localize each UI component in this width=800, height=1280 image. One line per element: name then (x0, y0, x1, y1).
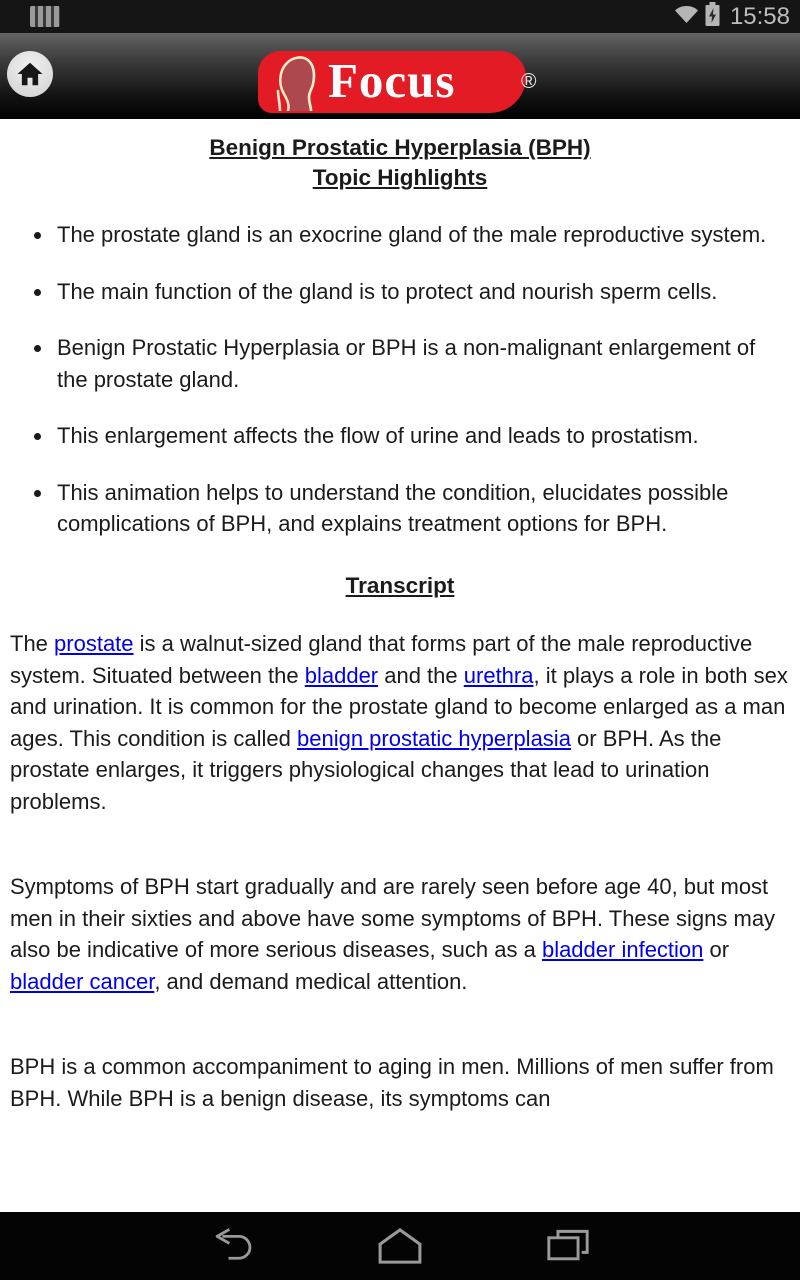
paragraph-text: is a walnut-sized gland that forms part of the male reproductive system. Situated between the (10, 631, 753, 688)
focus-logo (258, 51, 526, 113)
transcript-paragraph (10, 628, 790, 817)
paragraph-text: , it plays a role in both sex and urination. It is common for the prostate gland to become enlarged as a man ages. This condition is called (10, 662, 788, 751)
home-nav-icon (377, 1228, 423, 1264)
glossary-term-link[interactable]: bladder (304, 662, 379, 688)
paragraph-text: BPH is a common accompaniment to aging in men. Millions of men suffer from BPH. While BPH is a benign disease, its symptoms can (10, 1054, 774, 1111)
page-title-line1: Benign Prostatic Hyperplasia (BPH) (209, 135, 591, 160)
highlight-item: • Benign Prostatic Hyperplasia or BPH is a non-malignant enlargement of the prostate gland. (54, 332, 790, 395)
status-bar (0, 0, 800, 33)
home-button[interactable] (7, 51, 53, 97)
page-title (10, 133, 790, 193)
transcript-heading: Transcript (345, 572, 455, 598)
paragraph-text: , and demand medical attention. (154, 968, 468, 994)
status-clock: 15:58 (729, 2, 790, 30)
transcript-body (10, 628, 790, 1114)
notification-stripes-icon (30, 6, 60, 27)
paragraph-text: Symptoms of BPH start gradually and are rarely seen before age 40, but most men in their sixties and above have some symptoms of BPH. These signs may also be indicative of more serious diseases, such as a (10, 874, 776, 962)
recents-icon (547, 1228, 589, 1264)
paragraph-text: or (703, 937, 730, 962)
registered-trademark-icon: ® (521, 70, 537, 93)
glossary-term-link[interactable]: benign prostatic hyperplasia (296, 725, 571, 751)
topic-highlights-list (10, 219, 790, 540)
glossary-term-link[interactable]: urethra (463, 662, 534, 688)
home-nav-button[interactable] (376, 1225, 424, 1267)
android-nav-bar (0, 1212, 800, 1280)
transcript-paragraph (10, 871, 790, 997)
house-icon (15, 59, 45, 89)
logo-wordmark: Focus (328, 52, 456, 108)
app-header (0, 33, 800, 119)
glossary-term-link[interactable]: bladder cancer (10, 968, 155, 994)
article-content[interactable] (0, 119, 800, 1212)
glossary-term-link[interactable]: prostate (54, 631, 134, 656)
highlight-item: • This enlargement affects the flow of urine and leads to prostatism. (54, 420, 790, 452)
status-indicators (674, 2, 790, 31)
paragraph-text: and the (378, 662, 464, 688)
glossary-term-link[interactable]: bladder infection (541, 937, 704, 962)
transcript-paragraph (10, 1051, 790, 1114)
wifi-icon (674, 3, 699, 30)
highlight-item: • This animation helps to understand the condition, elucidates possible complications of BPH, and explains treatment options for BPH. (54, 477, 790, 540)
head-profile-icon (270, 53, 320, 111)
battery-charging-icon (705, 2, 720, 31)
paragraph-text: or BPH. As the prostate enlarges, it triggers physiological changes that lead to urination problems. (10, 725, 722, 814)
highlight-item: • The prostate gland is an exocrine gland of the male reproductive system. (54, 219, 790, 251)
paragraph-text: The (10, 631, 55, 656)
recents-button[interactable] (544, 1225, 592, 1267)
page-title-line2: Topic Highlights (312, 165, 488, 190)
back-button[interactable] (208, 1225, 256, 1267)
highlight-item: • The main function of the gland is to protect and nourish sperm cells. (54, 276, 790, 308)
back-icon (211, 1228, 253, 1264)
